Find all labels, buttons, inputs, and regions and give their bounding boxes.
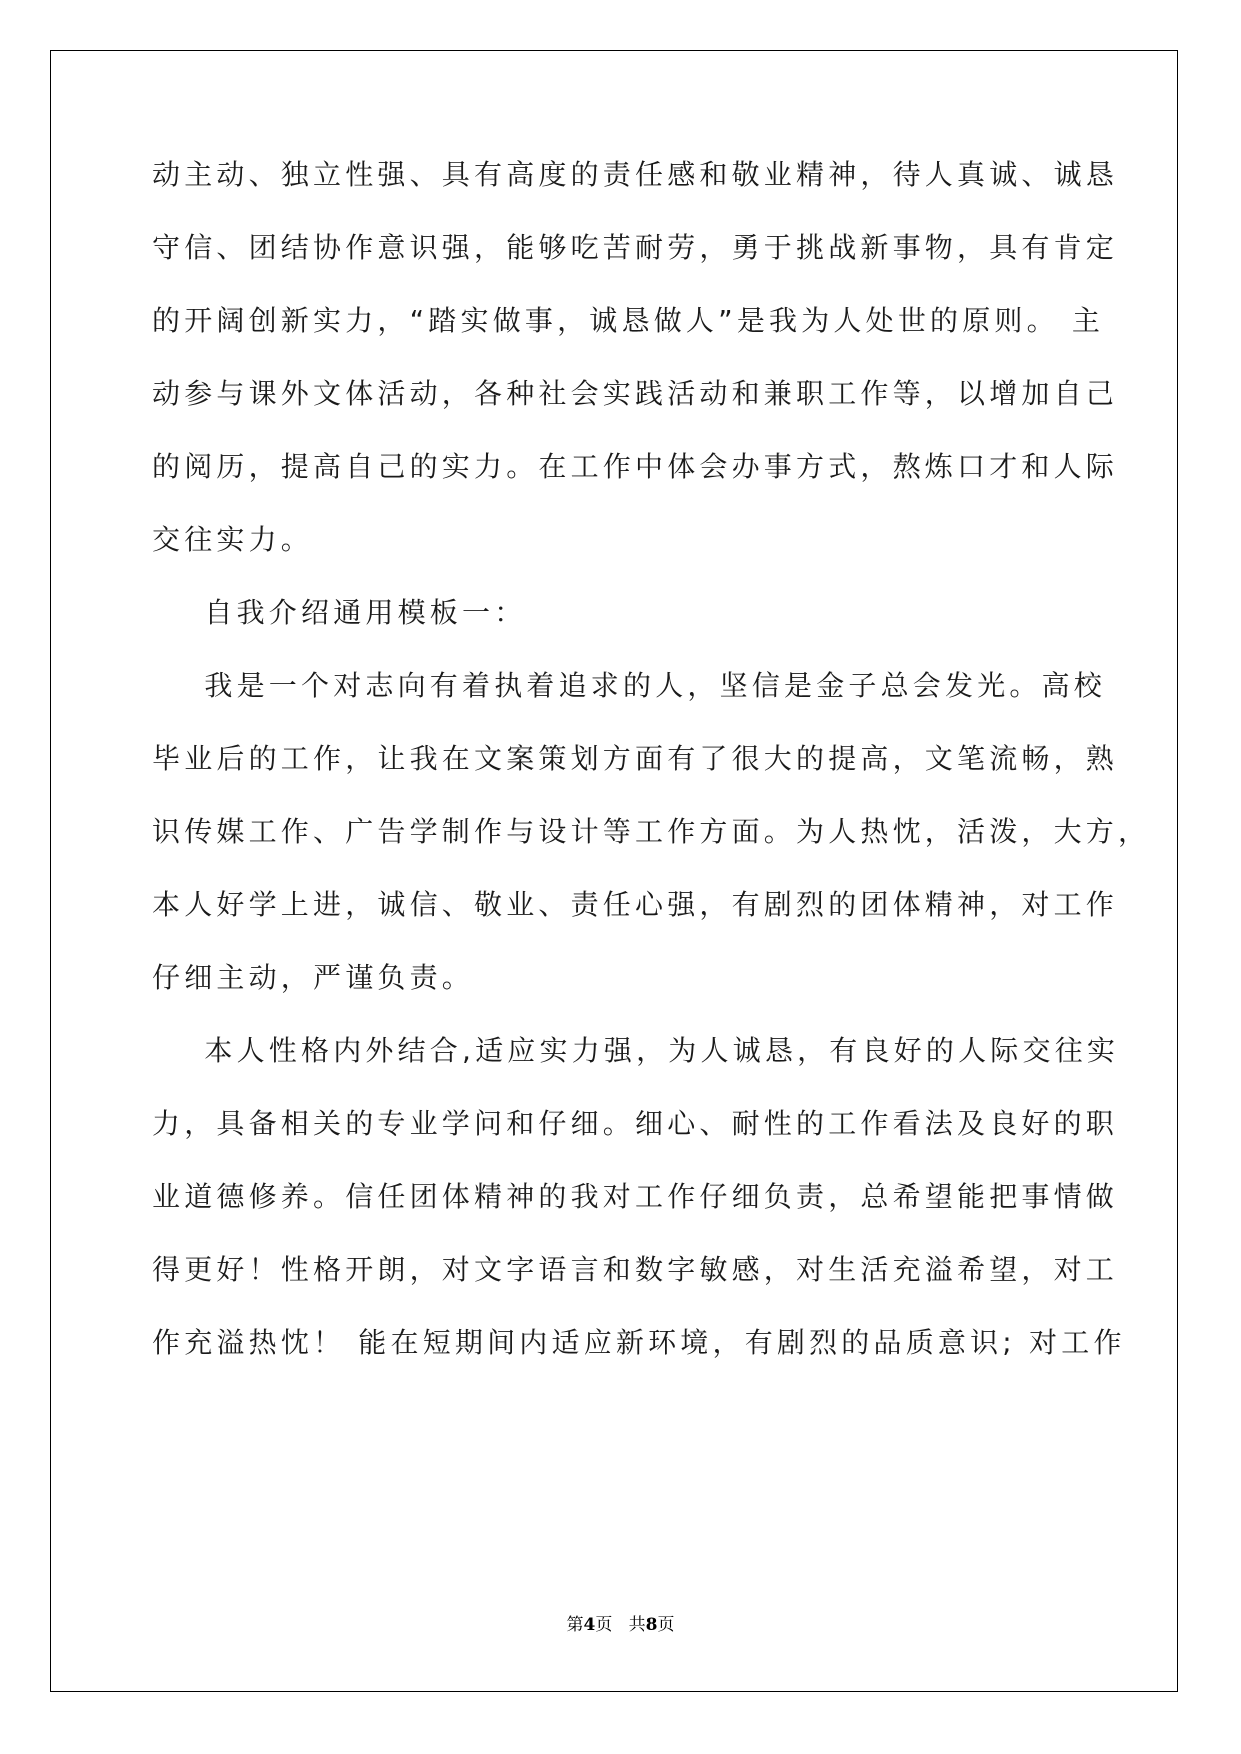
text-line: 动主动、独立性强、具有高度的责任感和敬业精神，待人真诚、诚恳: [152, 158, 1119, 191]
page-border: [50, 50, 1178, 1692]
text-line: 得更好！性格开朗，对文字语言和数字敏感，对生活充溢希望，对工: [152, 1253, 1119, 1286]
text-line: 作充溢热忱！ 能在短期间内适应新环境，有剧烈的品质意识; 对工作: [152, 1326, 1126, 1359]
page-footer: [0, 1610, 1241, 1635]
text-line: 仔细主动，严谨负责。: [152, 961, 475, 994]
footer-prefix: 第: [566, 1615, 584, 1635]
text-line: 本人好学上进，诚信、敬业、责任心强，有剧烈的团体精神，对工作: [152, 888, 1119, 921]
text-line: 识传媒工作、广告学制作与设计等工作方面。为人热忱，活泼，大方，: [152, 815, 1151, 848]
text-line: 交往实力。: [152, 523, 314, 556]
section-heading: 自我介绍通用模板一：: [152, 596, 527, 629]
text-line: 我是一个对志向有着执着追求的人，坚信是金子总会发光。高校: [152, 669, 1107, 702]
total-page-number: 8: [645, 1615, 658, 1635]
text-line: 守信、团结协作意识强，能够吃苦耐劳，勇于挑战新事物，具有肯定: [152, 231, 1119, 264]
text-line: 力，具备相关的专业学问和仔细。细心、耐性的工作看法及良好的职: [152, 1107, 1119, 1140]
text-line: 本人性格内外结合,适应实力强，为人诚恳，有良好的人际交往实: [152, 1034, 1120, 1067]
text-line: 毕业后的工作，让我在文案策划方面有了很大的提高，文笔流畅，熟: [152, 742, 1119, 775]
footer-suffix: 页: [657, 1615, 675, 1635]
text-line: 业道德修养。信任团体精神的我对工作仔细负责，总希望能把事情做: [152, 1180, 1119, 1213]
text-line: 动参与课外文体活动，各种社会实践活动和兼职工作等，以增加自己: [152, 377, 1119, 410]
text-line: 的阅历，提高自己的实力。在工作中体会办事方式，熬炼口才和人际: [152, 450, 1119, 483]
text-line: 的开阔创新实力，“踏实做事，诚恳做人”是我为人处世的原则。 主: [152, 304, 1105, 337]
footer-mid: 页 共: [595, 1615, 646, 1635]
current-page-number: 4: [583, 1615, 596, 1635]
